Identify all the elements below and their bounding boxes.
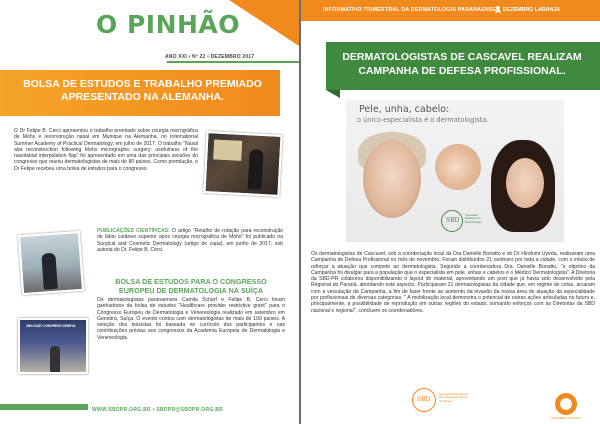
sbd-logo — [441, 210, 485, 236]
person-figure — [41, 253, 57, 290]
presentation-photo — [203, 131, 282, 197]
speaker-figure — [248, 149, 264, 190]
publications-label: PUBLICAÇÕES CIENTÍFICAS: — [97, 228, 170, 234]
newsletter-logo: O PINHÃO — [96, 10, 241, 39]
projection-screen — [213, 139, 242, 160]
sbd-caption: Sociedade Brasileira de Dermatologia — [465, 213, 482, 224]
ribbon-icon — [495, 6, 501, 14]
campaign-title: Pele, unha, cabelo: — [359, 104, 450, 115]
banner-fold — [326, 90, 340, 98]
article-paragraph: O Dr Felipe B. Cerci apresentou o trabalho premiado sobre cirurgia micrográfica de Mohs e reconstrução nasal em Munique na Alemanha, no International Summer Academy of Practical Dermatology, em julho de 2017. O trabalho "Nasal alar reconstruction following Mohs micrographic surgery: usefulness of the nasolabial interpolation flap" foi apresentado em uma das principais sessões do congresso que reuniu dermatologistas de mais de 80 países. Como premiação, o Dr Felipe recebeu uma bolsa de estudos para o congresso. — [14, 128, 198, 172]
article-body: Os dermatologistas de Cascavel, sob a coordenação local da Dra Danielle Bonatto e do Dr Hirofumi Uyeda, realizaram uma Campanha de Defesa Profissional no mês de novembro. Foram distribuídos 21 outdoors por toda a cidade, com o intuito de reforçar a atuação que compete ao dermatologista. Segundo a coordenadora Dra. Danielle Bonatto, "o objetivo da Campanha foi divulgar para a população que o especialista em pele, unhas e cabelos é o Médico Dermatologista". A Diretoria da SBD-PR colaborou disponibilizando o layout do material, aproveitando um post que já havia sido desenvolvido pela Regional do Paraná, abordando este aspecto. Participaram 21 dermatologistas da cidade que, em regime de cotas, arcaram com a veiculação da Campanha, a fim de fazer frente ao aumento da invasão da nossa área de atuação da especialidade por profissionais de diversas categorias. " A mobilização local demonstra o potencial de outras ações articuladas no futuro e, principalmente, a possibilidade de reprodução em outras regiões do estado, somando esforços com as Diretorias da SBD nacional e regional", concluem os coordenadores. — [311, 251, 595, 314]
sbd-abbrev: SBD — [446, 217, 460, 224]
congress-photo — [18, 318, 88, 374]
footer-sbd-logo — [412, 388, 468, 416]
congress-sign: 26th EADV CONGRESS GENEVA — [26, 324, 76, 328]
dezembro-laranja-logo — [555, 393, 577, 415]
portrait-photo — [18, 231, 84, 295]
person-figure — [50, 346, 60, 372]
dezembro-caption: DEZEMBRO LARANJA — [551, 416, 581, 420]
model-face — [506, 158, 544, 208]
publication-tagline: INFORMATIVO TRIMESTRAL DA DERMATOLOGIA PARANAENSE — [323, 7, 497, 13]
section-subheadline: BOLSA DE ESTUDOS PARA O CONGRESSO EUROPEU DE DERMATOLOGIA NA SUÍÇA — [115, 277, 267, 295]
sbd-caption: Sociedade Brasileira de Dermatologia Regional do Paraná — [439, 392, 469, 403]
article-headline: DERMATOLOGISTAS DE CASCAVEL REALIZAM CAMPANHA DE DEFESA PROFISSIONAL. — [342, 51, 582, 77]
issue-line: ANO XXI • Nº 22 • DEZEMBRO 2017 — [165, 54, 255, 60]
article-paragraph: Os dermatologistas paranaenses Camila Scharf e Felipe B. Cerci foram ganhadores da bolsa de estudos "Healthcare provider restrictive grant" para o Congresso Europeu de Dermatologia e Venereologia realizado em setembro em Genebra, Suíça. O evento contou com dermatologistas de mais de 100 países. A seleção dos bolsistas foi baseada no currículo dos participantes e nas contribuições prévias aos congressos da Academia Europeia de Dermatologia e Venereologia. — [97, 297, 285, 341]
sbd-abbrev: SBD — [417, 396, 431, 403]
campaign-tag: DEZEMBRO LARANJA — [503, 7, 561, 13]
divider — [167, 61, 299, 63]
publications-block — [97, 228, 283, 253]
model-face — [363, 140, 421, 218]
right-page — [301, 0, 600, 424]
hands-image — [435, 144, 481, 190]
left-page — [0, 0, 299, 424]
article-headline: BOLSA DE ESTUDOS E TRABALHO PREMIADO APRESENTADO NA ALEMANHA. — [23, 78, 262, 103]
publications-text: O artigo "Retalho de rotação para reconstrução de lábio cutâneo superior após cirurgia micrográfica de Mohs" foi publicado na Surgical and Cosmetic Dermatology (artigo de capa), em junho de 2017, sob autoria do Dr. Felipe B. Cerci. — [97, 228, 283, 253]
footer-contact: WWW.SBDPR.ORG.BR • SBDPR@SBDPR.ORG.BR — [92, 407, 224, 413]
footer-bar — [0, 404, 88, 410]
campaign-subtitle: o único especialista é o dermatologista. — [357, 116, 489, 124]
